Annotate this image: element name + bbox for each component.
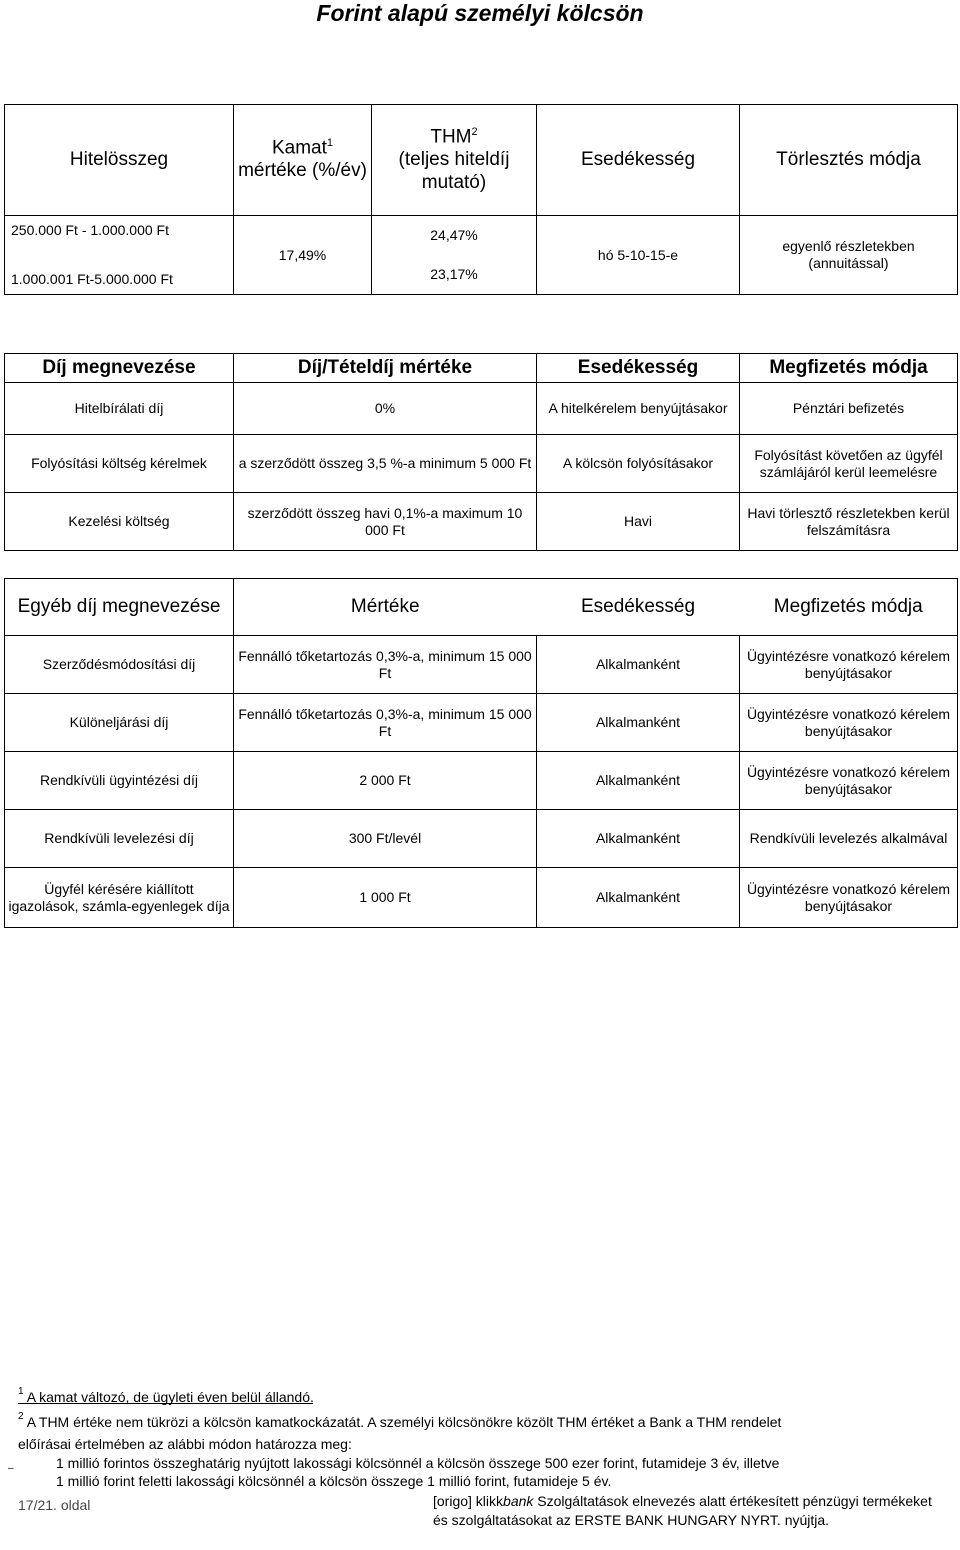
other-fee-table <box>4 578 958 928</box>
footnote-2: $^2$ A THM értéke nem tükrözi a kölcsön kamatkockázatát. A személyi kölcsönökre közölt THM értéket a Bank a THM rendelet <box>18 1411 782 1430</box>
table-cell: Kezelési költség <box>5 493 234 551</box>
table-cell: A kölcsön folyósításakor <box>537 435 740 493</box>
header-other-fee-name: Egyéb díj megnevezése <box>5 579 234 636</box>
header-amount: Hitelösszeg <box>5 105 234 216</box>
table-row <box>5 694 958 752</box>
table-row <box>5 868 958 928</box>
table-cell: 2 000 Ft <box>234 752 537 810</box>
table-row <box>5 383 958 435</box>
table-cell: Ügyintézésre vonatkozó kérelem benyújtásakor <box>740 752 958 810</box>
header-other-fee-payment: Megfizetés módja <box>740 579 958 636</box>
footnote-1: $^1$ A kamat változó, de ügyleti éven belül állandó. <box>18 1386 314 1405</box>
header-fee-name: Díj megnevezése <box>5 354 234 383</box>
table-cell: 300 Ft/levél <box>234 810 537 868</box>
table-row <box>5 636 958 694</box>
page-title: Forint alapú személyi kölcsön <box>316 0 644 26</box>
header-due: Esedékesség <box>537 105 740 216</box>
table-header-row <box>5 354 958 383</box>
table-row <box>5 752 958 810</box>
table-cell: Alkalmanként <box>537 694 740 752</box>
table-cell: Ügyintézésre vonatkozó kérelem benyújtásakor <box>740 694 958 752</box>
table-cell: Ügyfél kérésére kiállított igazolások, számla-egyenlegek díja <box>5 868 234 928</box>
header-interest: Kamat$^1$ mértéke (%/év) <box>234 105 372 216</box>
table-cell: szerződött összeg havi 0,1%-a maximum 10 000 Ft <box>234 493 537 551</box>
table-cell: Pénztári befizetés <box>740 383 958 435</box>
origo-note: [origo] klikkbank Szolgáltatások elnevezés alatt értékesített pénzügyi termékeket és szolgáltatásokat az ERSTE BANK HUNGARY NYRT. nyújtja. <box>433 1493 932 1528</box>
table-cell: Folyósítási költség kérelmek <box>5 435 234 493</box>
header-fee-due: Esedékesség <box>537 354 740 383</box>
table-cell: Fennálló tőketartozás 0,3%-a, minimum 15 000 Ft <box>234 694 537 752</box>
table-header-row <box>5 579 958 636</box>
footnote-2-line-4: 1 millió forint feletti lakossági kölcsönnél a kölcsön összege 1 millió forint, futamideje 5 év. <box>56 1473 612 1489</box>
table-cell: Havi <box>537 493 740 551</box>
header-other-fee-due: Esedékesség <box>537 579 740 636</box>
table-cell: a szerződött összeg 3,5 %-a minimum 5 000 Ft <box>234 435 537 493</box>
table-cell: Rendkívüli ügyintézési díj <box>5 752 234 810</box>
table-cell: Folyósítást követően az ügyfél számlájáról kerül leemelésre <box>740 435 958 493</box>
page-number: 17/21. oldal <box>18 1497 91 1513</box>
table-cell: Rendkívüli levelezés alkalmával <box>740 810 958 868</box>
table-cell: A hitelkérelem benyújtásakor <box>537 383 740 435</box>
table-row <box>5 216 958 295</box>
header-thm: THM$^2$ (teljes hiteldíj mutató) <box>372 105 537 216</box>
table-cell: Alkalmanként <box>537 752 740 810</box>
header-repayment: Törlesztés módja <box>740 105 958 216</box>
header-fee-payment: Megfizetés módja <box>740 354 958 383</box>
table-cell: Rendkívüli levelezési díj <box>5 810 234 868</box>
due-cell: hó 5-10-15-e <box>537 216 740 295</box>
footnote-2-line-3: 1 millió forintos összeghatárig nyújtott lakossági kölcsönnél a kölcsön összege 500 ezer forint, futamideje 3 év, illetve <box>56 1455 780 1471</box>
interest-cell: 17,49% <box>234 216 372 295</box>
table-cell: Szerződésmódosítási díj <box>5 636 234 694</box>
table-row <box>5 810 958 868</box>
thm-cell: 24,47% 23,17% <box>372 216 537 295</box>
table-cell: Havi törlesztő részletekben kerül felszámításra <box>740 493 958 551</box>
footnote-2-line-2: előírásai értelmében az alábbi módon határozza meg: <box>18 1436 352 1452</box>
header-other-fee-amount: Mértéke <box>234 579 537 636</box>
loan-terms-table <box>4 104 958 295</box>
table-row <box>5 435 958 493</box>
table-cell: 1 000 Ft <box>234 868 537 928</box>
table-cell: Alkalmanként <box>537 810 740 868</box>
table-cell: Alkalmanként <box>537 636 740 694</box>
amount-cell: 250.000 Ft - 1.000.000 Ft 1.000.001 Ft-5.000.000 Ft <box>5 216 234 295</box>
table-cell: Ügyintézésre vonatkozó kérelem benyújtásakor <box>740 636 958 694</box>
table-cell: Különeljárási díj <box>5 694 234 752</box>
table-cell: Alkalmanként <box>537 868 740 928</box>
table-header-row <box>5 105 958 216</box>
table-cell: Fennálló tőketartozás 0,3%-a, minimum 15 000 Ft <box>234 636 537 694</box>
repayment-cell: egyenlő részletekben (annuitással) <box>740 216 958 295</box>
footnote-dash: – <box>8 1463 14 1474</box>
fee-table <box>4 353 958 551</box>
table-cell: Hitelbírálati díj <box>5 383 234 435</box>
table-row <box>5 493 958 551</box>
header-fee-amount: Díj/Tételdíj mértéke <box>234 354 537 383</box>
table-cell: 0% <box>234 383 537 435</box>
table-cell: Ügyintézésre vonatkozó kérelem benyújtásakor <box>740 868 958 928</box>
